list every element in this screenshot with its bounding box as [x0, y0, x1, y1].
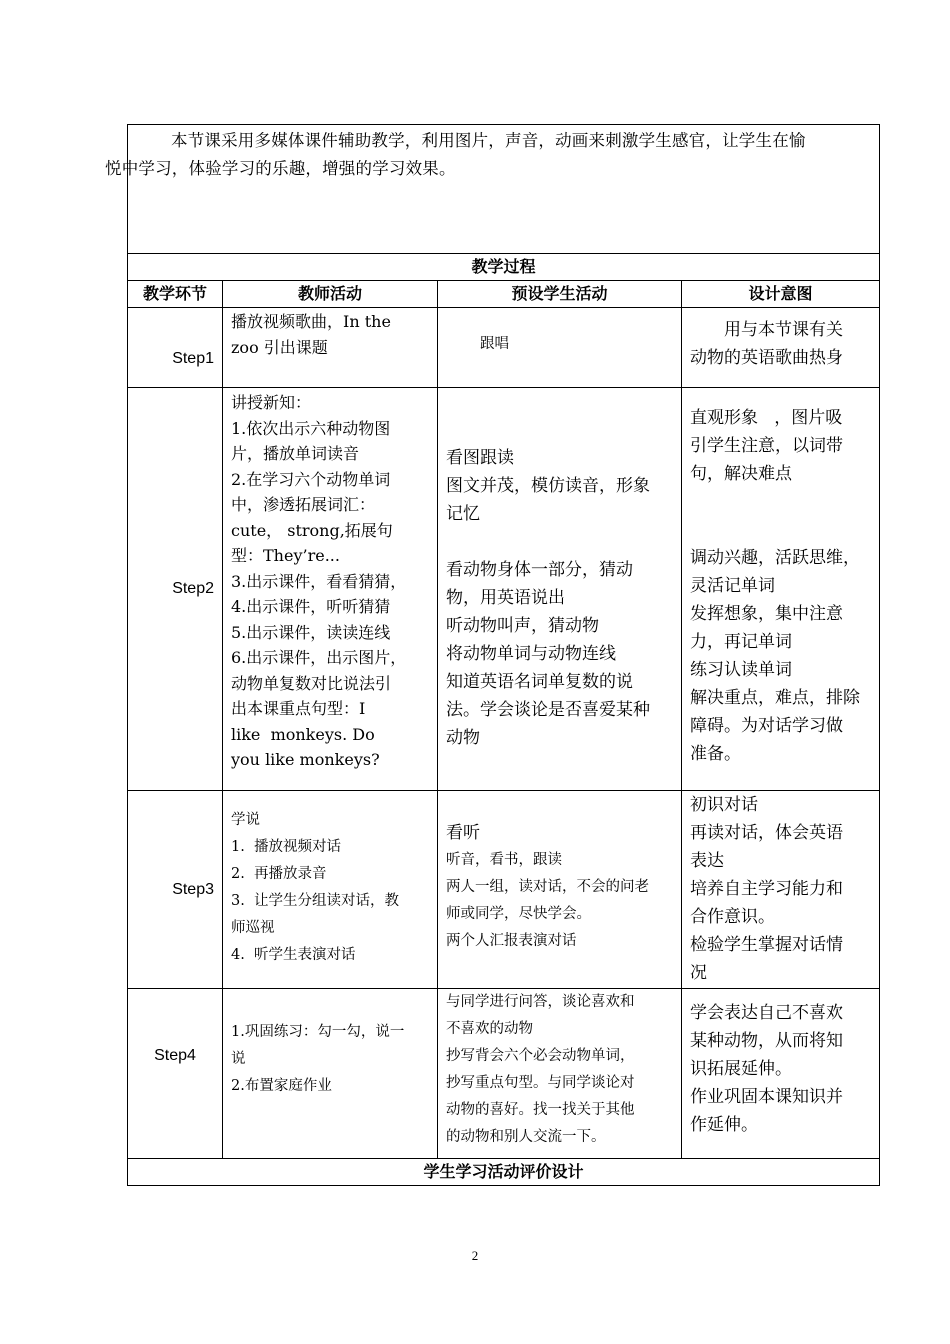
step2-intent-line — [690, 516, 873, 544]
step4-teacher-line: 1.巩固练习：勾一勾，说一 — [231, 1024, 405, 1040]
step2-intent-line: 力，再记单词 — [690, 632, 792, 652]
step1-teacher-line: zoo 引出课题 — [231, 337, 328, 357]
step2-student-line: 听动物叫声，猜动物 — [446, 616, 599, 636]
step2-intent-line: 句，解决难点 — [690, 464, 792, 484]
step2-teacher-line: 出本课重点句型：I — [231, 699, 366, 718]
step3-student-line: 两人一组，读对话，不会的问老 — [446, 879, 649, 895]
step4-student-line: 抄写背会六个必会动物单词， — [446, 1048, 635, 1064]
step3-intent-line: 表达 — [690, 851, 724, 871]
intro-row — [128, 125, 880, 254]
step2-teacher-line: you like monkeys? — [231, 750, 380, 769]
step2-teacher-line: 2.在学习六个动物单词 — [231, 469, 391, 489]
step2-teacher-line: 3.出示课件，看看猜猜， — [231, 571, 407, 591]
step2-teacher-line: 5.出示课件，读读连线 — [231, 622, 391, 642]
step4-intent-line: 作业巩固本课知识并 — [690, 1087, 843, 1107]
step2-student-line — [446, 528, 675, 556]
step4-intent-line: 某种动物，从而将知 — [690, 1031, 843, 1051]
step2-teacher-line: 片，播放单词读音 — [231, 444, 360, 463]
step1-intent-line: 动物的英语歌曲热身 — [690, 348, 843, 368]
step4-student-line: 的动物和别人交流一下。 — [446, 1129, 606, 1145]
step4-label: Step4 — [128, 989, 223, 1159]
step4-teacher-line: 说 — [231, 1051, 246, 1067]
step2-student-line: 看动物身体一部分，猜动 — [446, 560, 633, 580]
step3-student-head: 看听 — [446, 823, 480, 843]
section-title: 教学过程 — [128, 254, 880, 281]
step2-student-line: 看图跟读 — [446, 448, 514, 468]
step3-intent — [682, 791, 880, 989]
step2-teacher-line: cute， strong,拓展句 — [231, 520, 393, 540]
step1-student-line: 跟唱 — [480, 336, 509, 352]
step2-student-line: 物，用英语说出 — [446, 588, 565, 608]
step2-teacher-line: 1.依次出示六种动物图 — [231, 418, 391, 438]
step2-student-line: 知道英语名词单复数的说 — [446, 672, 633, 692]
step2-student-line: 记忆 — [446, 504, 480, 524]
step2-teacher — [223, 388, 438, 791]
step3-student-line: 师或同学，尽快学会。 — [446, 906, 591, 922]
step2-student — [438, 388, 682, 791]
step4-teacher-line: 2.布置家庭作业 — [231, 1078, 332, 1094]
step3-intent-line: 检验学生掌握对话情 — [690, 935, 843, 955]
step2-teacher-line: 中，渗透拓展词汇： — [231, 495, 376, 514]
footer-title: 学生学习活动评价设计 — [128, 1159, 880, 1186]
step3-student-line: 两个人汇报表演对话 — [446, 933, 577, 949]
step2-intent-line: 准备。 — [690, 744, 741, 764]
step2-student-line: 动物 — [446, 728, 480, 748]
footer-title-row — [128, 1159, 880, 1186]
header-step: 教学环节 — [128, 281, 223, 308]
step2-student-line: 图文并茂，模仿读音，形象 — [446, 476, 650, 496]
step4-student-line: 动物的喜好。找一找关于其他 — [446, 1102, 635, 1118]
header-teacher: 教师活动 — [223, 281, 438, 308]
intro-text — [105, 125, 879, 183]
step2-intent-line: 练习认读单词 — [690, 660, 792, 680]
step2-intent-line: 障碍。为对话学习做 — [690, 716, 843, 736]
step4-teacher — [223, 989, 438, 1159]
step2-intent-line: 直观形象 ，图片吸 — [690, 408, 843, 428]
step2-teacher-line: 型：They’re... — [231, 546, 340, 565]
step2-intent-line: 引学生注意，以词带 — [690, 436, 843, 456]
step3-teacher — [223, 791, 438, 989]
step3-label: Step3 — [128, 791, 223, 989]
step3-row — [128, 791, 880, 989]
step2-teacher-line: 动物单复数对比说法引 — [231, 673, 392, 693]
step3-student-line: 听音，看书，跟读 — [446, 852, 562, 868]
step3-intent-line: 培养自主学习能力和 — [690, 879, 843, 899]
step4-row — [128, 989, 880, 1159]
step1-student — [438, 308, 682, 388]
step2-teacher-line: 6.出示课件，出示图片， — [231, 648, 407, 667]
step1-teacher — [223, 308, 438, 388]
section-title-row — [128, 254, 880, 281]
step2-row — [128, 388, 880, 791]
header-row — [128, 281, 880, 308]
intro-cell — [105, 125, 880, 254]
step1-intent-line: 用与本节课有关 — [724, 320, 843, 340]
step3-intent-line: 况 — [690, 963, 707, 983]
step4-intent-line: 识拓展延伸。 — [690, 1059, 792, 1079]
step1-row — [128, 308, 880, 388]
step1-intent — [682, 308, 880, 388]
step3-teacher-line: 2. 再播放录音 — [231, 866, 327, 882]
step4-student-line: 与同学进行问答，谈论喜欢和 — [446, 994, 635, 1010]
step4-intent-line: 学会表达自己不喜欢 — [690, 1003, 843, 1023]
header-intent: 设计意图 — [682, 281, 880, 308]
step2-student-line: 法。学会谈论是否喜爱某种 — [446, 700, 650, 720]
step1-teacher-line: 播放视频歌曲，In the — [231, 312, 391, 331]
step2-student-line: 将动物单词与动物连线 — [446, 644, 616, 664]
step2-teacher-line: 讲授新知： — [231, 393, 312, 412]
page-number: 2 — [471, 1248, 479, 1263]
step2-intent — [682, 388, 880, 791]
step4-student — [438, 989, 682, 1159]
step3-intent-line: 初识对话 — [690, 795, 758, 815]
step2-teacher-line: like monkeys. Do — [231, 724, 375, 744]
step3-intent-line: 合作意识。 — [690, 907, 775, 927]
step4-intent-line: 作延伸。 — [690, 1115, 758, 1135]
step2-intent-line: 灵活记单词 — [690, 576, 775, 596]
step4-intent — [682, 989, 880, 1159]
step3-teacher-line: 师巡视 — [231, 920, 275, 936]
header-student: 预设学生活动 — [438, 281, 682, 308]
step1-label: Step1 — [128, 308, 223, 388]
step3-student — [438, 791, 682, 989]
step3-teacher-line: 学说 — [231, 812, 260, 828]
step2-intent-line: 调动兴趣，活跃思维， — [690, 548, 860, 568]
step3-intent-line: 再读对话，体会英语 — [690, 823, 843, 843]
step2-intent-line: 发挥想象，集中注意 — [690, 604, 843, 624]
step2-intent-line: 解决重点，难点，排除 — [690, 688, 860, 708]
intro-line-1: 本节课采用多媒体课件辅助教学，利用图片，声音，动画来刺激学生感官，让学生在愉 — [171, 131, 806, 150]
step4-student-line: 不喜欢的动物 — [446, 1021, 533, 1037]
intro-line-2: 悦中学习，体验学习的乐趣，增强的学习效果。 — [105, 159, 456, 178]
step4-student-line: 抄写重点句型。与同学谈论对 — [446, 1075, 635, 1091]
step3-teacher-line: 4. 听学生表演对话 — [231, 947, 356, 963]
lesson-plan-table — [105, 124, 880, 1186]
step2-intent-line — [690, 488, 873, 516]
step2-teacher-line: 4.出示课件，听听猜猜 — [231, 597, 391, 616]
step3-teacher-line: 1. 播放视频对话 — [231, 839, 342, 855]
step3-teacher-line: 3. 让学生分组读对话，教 — [231, 893, 400, 909]
step2-label: Step2 — [128, 388, 223, 791]
